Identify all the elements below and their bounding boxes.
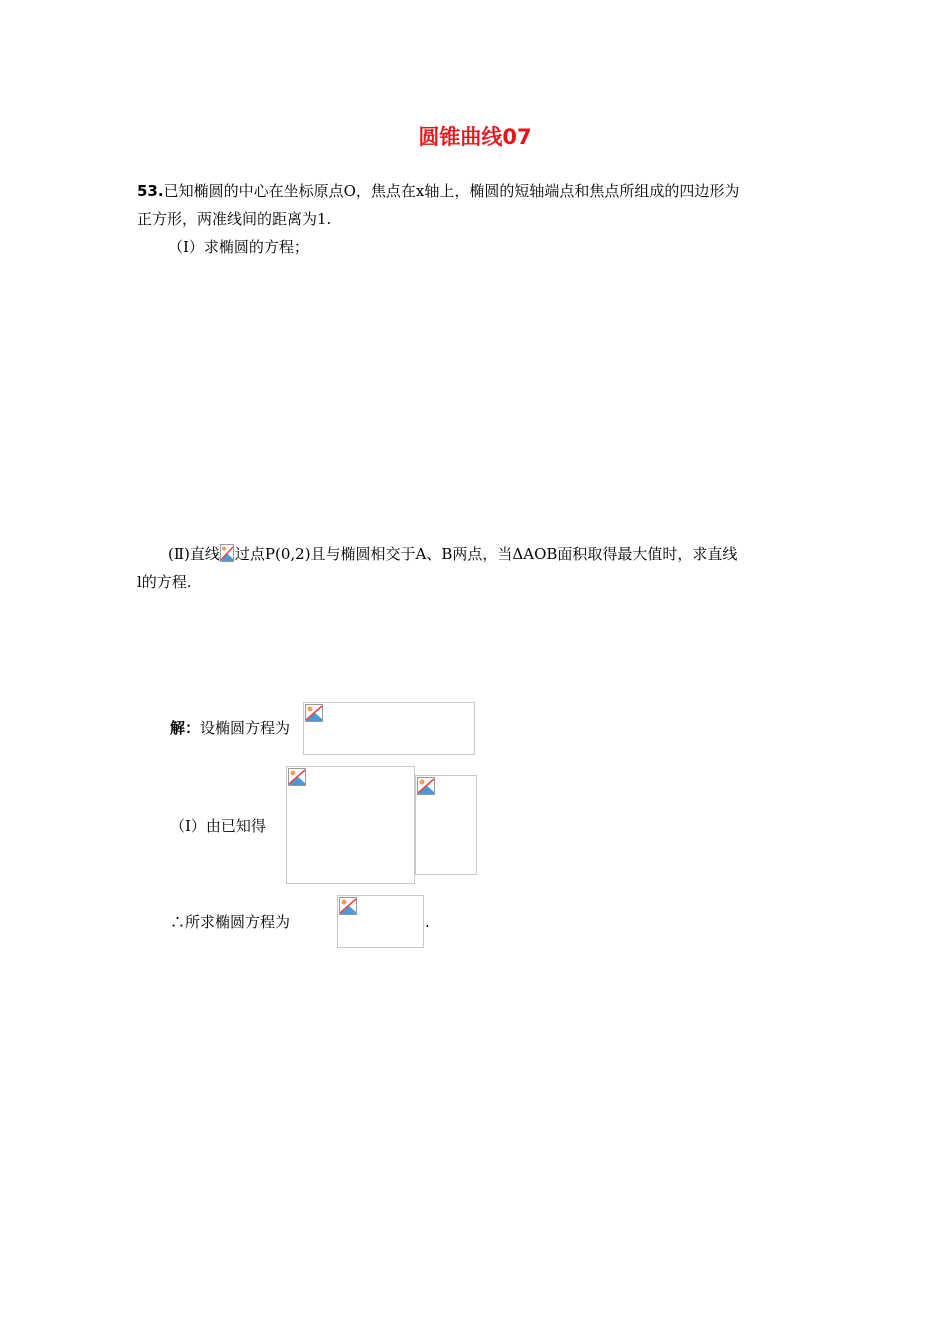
broken-image-icon <box>339 897 357 915</box>
problem-part-2-cont: l的方程. <box>137 573 192 591</box>
page-title: 圆锥曲线07 <box>418 125 532 149</box>
problem-number: 53. <box>137 182 164 200</box>
broken-image-icon <box>305 704 323 722</box>
broken-image-icon <box>288 768 306 786</box>
equation-image-4 <box>337 895 424 948</box>
problem-text-1: 已知椭圆的中心在坐标原点O，焦点在x轴上，椭圆的短轴端点和焦点所组成的四边形为 <box>163 182 740 200</box>
part2-text-b: 过点P(0,2)且与椭圆相交于A、B两点，当ΔAOB面积取得最大值时，求直线 <box>234 545 738 563</box>
solution-period: . <box>425 913 430 931</box>
equation-image-2 <box>286 766 415 884</box>
solution-intro-text: 设椭圆方程为 <box>200 719 291 737</box>
solution-label: 解： <box>170 719 201 737</box>
broken-image-icon <box>220 544 234 562</box>
problem-line-1 <box>137 180 739 202</box>
equation-image-3 <box>415 775 477 875</box>
problem-line-2: 正方形，两准线间的距离为1. <box>137 210 332 228</box>
problem-part-1: （Ⅰ）求椭圆的方程； <box>168 238 309 256</box>
solution-therefore: ∴所求椭圆方程为 <box>170 913 291 931</box>
problem-part-2 <box>168 543 737 565</box>
solution-intro <box>170 717 290 739</box>
equation-image-1 <box>303 702 475 755</box>
part2-text-a: (Ⅱ)直线 <box>168 545 220 563</box>
solution-known: （Ⅰ）由已知得 <box>170 817 266 835</box>
broken-image-icon <box>417 777 435 795</box>
